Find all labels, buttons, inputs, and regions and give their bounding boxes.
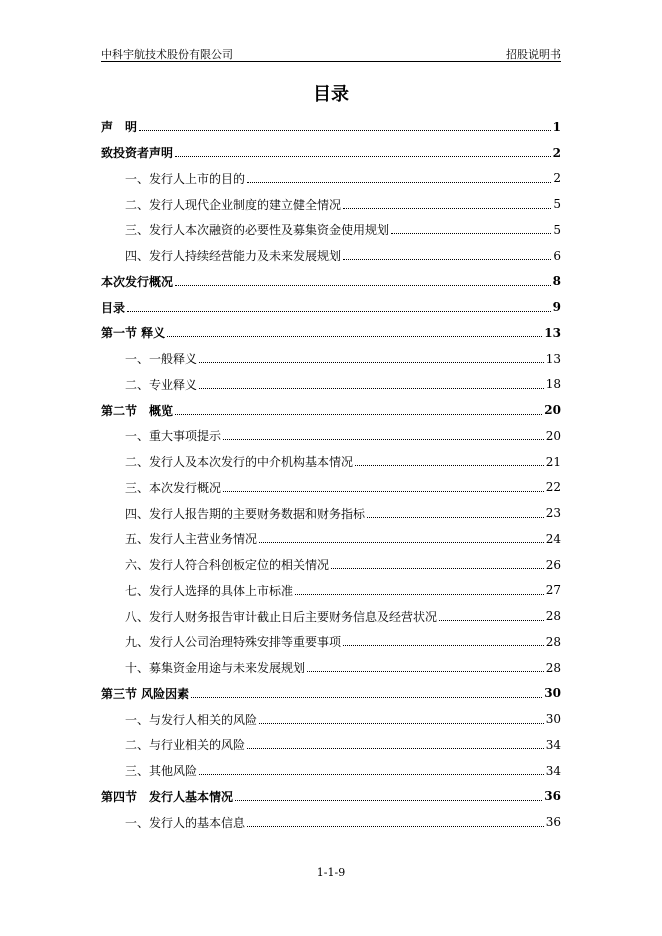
toc-entry-page: 21: [545, 454, 561, 469]
toc-entry-label: 第二节 概览: [101, 403, 174, 418]
toc-entry[interactable]: [101, 243, 561, 269]
toc-entry[interactable]: [101, 320, 561, 346]
toc-entry-label: 九、发行人公司治理特殊安排等重要事项: [125, 635, 342, 650]
toc-entry-page: 5: [553, 197, 561, 212]
toc-entry-label: 四、发行人报告期的主要财务数据和财务指标: [125, 506, 366, 521]
toc-leader-dots: [127, 311, 551, 312]
toc-entry-label: 七、发行人选择的具体上市标准: [125, 583, 294, 598]
toc-entry[interactable]: [101, 269, 561, 295]
toc-entry-page: 9: [552, 300, 561, 315]
toc-entry-label: 目录: [101, 300, 126, 315]
toc-entry[interactable]: [101, 397, 561, 423]
toc-entry[interactable]: [101, 681, 561, 707]
toc-entry-label: 二、发行人现代企业制度的建立健全情况: [125, 197, 342, 212]
toc-entry[interactable]: [101, 706, 561, 732]
toc-entry-page: 34: [545, 763, 561, 778]
toc-entry-page: 28: [545, 634, 561, 649]
toc-entry-label: 一、一般释义: [125, 352, 198, 367]
toc-entry-label: 三、本次发行概况: [125, 480, 222, 495]
toc-entry[interactable]: [101, 552, 561, 578]
toc-entry[interactable]: [101, 191, 561, 217]
toc-leader-dots: [343, 259, 551, 260]
toc-entry-page: 27: [545, 583, 561, 598]
toc-entry[interactable]: [101, 217, 561, 243]
toc-leader-dots: [223, 439, 544, 440]
toc-leader-dots: [259, 723, 544, 724]
toc-entry-label: 二、与行业相关的风险: [125, 738, 246, 753]
toc-entry[interactable]: [101, 423, 561, 449]
toc-entry[interactable]: [101, 166, 561, 192]
toc-entry[interactable]: [101, 758, 561, 784]
table-of-contents: [101, 114, 561, 835]
toc-entry[interactable]: [101, 655, 561, 681]
toc-entry-label: 致投资者声明: [101, 146, 174, 161]
toc-entry-page: 20: [544, 403, 561, 418]
toc-leader-dots: [295, 594, 544, 595]
toc-entry-page: 28: [545, 660, 561, 675]
toc-entry[interactable]: [101, 526, 561, 552]
toc-entry[interactable]: [101, 140, 561, 166]
toc-entry-label: 一、与发行人相关的风险: [125, 712, 258, 727]
toc-leader-dots: [355, 465, 544, 466]
toc-entry-label: 五、发行人主营业务情况: [125, 532, 258, 547]
toc-leader-dots: [223, 491, 544, 492]
toc-entry[interactable]: [101, 294, 561, 320]
toc-leader-dots: [247, 748, 544, 749]
header-doc-type: 招股说明书: [506, 48, 561, 61]
toc-entry[interactable]: [101, 784, 561, 810]
toc-leader-dots: [343, 645, 544, 646]
toc-entry-label: 十、募集资金用途与未来发展规划: [125, 661, 306, 676]
toc-leader-dots: [367, 517, 544, 518]
toc-entry-label: 三、其他风险: [125, 764, 198, 779]
toc-entry[interactable]: [101, 578, 561, 604]
toc-leader-dots: [439, 620, 544, 621]
toc-leader-dots: [247, 826, 544, 827]
toc-entry[interactable]: [101, 629, 561, 655]
page-header: [101, 44, 561, 62]
toc-entry-page: 13: [545, 351, 561, 366]
toc-leader-dots: [343, 208, 551, 209]
toc-entry[interactable]: [101, 500, 561, 526]
toc-leader-dots: [199, 362, 544, 363]
toc-leader-dots: [199, 774, 544, 775]
toc-entry-page: 13: [544, 325, 561, 340]
toc-leader-dots: [259, 542, 544, 543]
toc-entry-label: 本次发行概况: [101, 274, 174, 289]
toc-entry-page: 18: [545, 377, 561, 392]
toc-entry-label: 声 明: [101, 120, 138, 135]
toc-entry-label: 第三节 风险因素: [101, 686, 190, 701]
toc-leader-dots: [139, 130, 551, 131]
toc-entry[interactable]: [101, 372, 561, 398]
toc-entry-page: 1: [552, 119, 561, 134]
toc-entry[interactable]: [101, 449, 561, 475]
toc-entry-page: 20: [545, 428, 561, 443]
toc-leader-dots: [235, 800, 542, 801]
toc-entry[interactable]: [101, 732, 561, 758]
toc-entry-label: 一、重大事项提示: [125, 429, 222, 444]
toc-entry-page: 36: [544, 789, 561, 804]
page-number: 1-1-9: [316, 866, 346, 879]
toc-leader-dots: [307, 671, 544, 672]
toc-leader-dots: [175, 156, 551, 157]
header-divider: [101, 61, 561, 62]
toc-entry-page: 8: [552, 274, 561, 289]
header-company: 中科宇航技术股份有限公司: [101, 48, 233, 61]
toc-entry[interactable]: [101, 603, 561, 629]
toc-entry-page: 22: [545, 480, 561, 495]
toc-leader-dots: [199, 388, 544, 389]
toc-entry-label: 二、发行人及本次发行的中介机构基本情况: [125, 455, 354, 470]
toc-entry-label: 一、发行人上市的目的: [125, 171, 246, 186]
toc-entry-label: 二、专业释义: [125, 377, 198, 392]
toc-entry-page: 34: [545, 737, 561, 752]
toc-entry-page: 36: [545, 815, 561, 830]
toc-entry-page: 2: [553, 171, 561, 186]
toc-entry-page: 26: [545, 557, 561, 572]
toc-entry-label: 第四节 发行人基本情况: [101, 789, 234, 804]
toc-entry-page: 30: [544, 686, 561, 701]
toc-entry-page: 5: [553, 222, 561, 237]
toc-entry-page: 2: [552, 145, 561, 160]
toc-leader-dots: [191, 697, 542, 698]
toc-entry-label: 一、发行人的基本信息: [125, 815, 246, 830]
toc-entry-label: 八、发行人财务报告审计截止日后主要财务信息及经营状况: [125, 609, 438, 624]
toc-entry-label: 六、发行人符合科创板定位的相关情况: [125, 558, 330, 573]
toc-entry-label: 第一节 释义: [101, 326, 166, 341]
toc-leader-dots: [167, 336, 542, 337]
toc-entry[interactable]: [101, 114, 561, 140]
toc-leader-dots: [331, 568, 544, 569]
toc-leader-dots: [391, 233, 551, 234]
toc-entry-page: 24: [545, 531, 561, 546]
toc-leader-dots: [175, 285, 551, 286]
toc-entry[interactable]: [101, 475, 561, 501]
toc-leader-dots: [175, 414, 542, 415]
toc-entry-page: 30: [545, 712, 561, 727]
toc-title: 目录: [313, 84, 349, 105]
toc-entry[interactable]: [101, 809, 561, 835]
toc-leader-dots: [247, 182, 551, 183]
toc-entry-page: 28: [545, 609, 561, 624]
toc-entry-page: 6: [553, 248, 561, 263]
toc-entry-page: 23: [545, 506, 561, 521]
toc-entry-label: 三、发行人本次融资的必要性及募集资金使用规划: [125, 223, 390, 238]
toc-entry-label: 四、发行人持续经营能力及未来发展规划: [125, 249, 342, 264]
toc-entry[interactable]: [101, 346, 561, 372]
